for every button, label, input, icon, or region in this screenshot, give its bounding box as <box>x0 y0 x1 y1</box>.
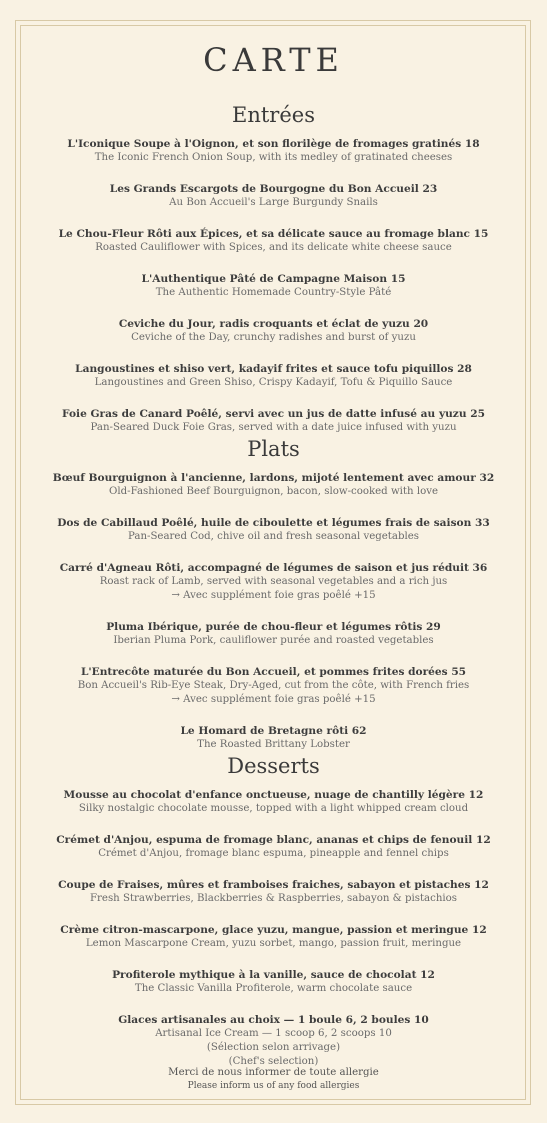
menu-item-name-en: Lemon Mascarpone Cream, yuzu sorbet, mango, passion fruit, meringue <box>85 938 462 949</box>
menu-item <box>24 878 523 906</box>
menu-item-name-fr: Carré d'Agneau Rôti, accompagné de légumes de saison et jus réduit 36 <box>59 562 488 574</box>
menu-item <box>24 272 523 300</box>
menu-item-name-fr: Mousse au chocolat d'enfance onctueuse, nuage de chantilly légère 12 <box>63 789 484 801</box>
section-title-plats: Plats <box>247 437 300 461</box>
menu-item-name-fr: Crémet d'Anjou, espuma de fromage blanc, ananas et chips de fenouil 12 <box>56 834 491 846</box>
menu-item-name-en: Bon Accueil's Rib-Eye Steak, Dry-Aged, cut from the côte, with French fries <box>77 680 470 691</box>
menu-item-name-en: Roasted Cauliflower with Spices, and its delicate white cheese sauce <box>95 242 452 253</box>
menu-item-note: → Avec supplément foie gras poêlé +15 <box>171 590 376 601</box>
menu-item <box>24 227 523 255</box>
menu-item-name-en: The Iconic French Onion Soup, with its medley of gratinated cheeses <box>94 152 453 163</box>
menu-item <box>24 1013 523 1069</box>
section-desserts <box>24 752 523 1069</box>
menu-item-name-fr: Langoustines et shiso vert, kadayif frites et sauce tofu piquillos 28 <box>75 363 472 375</box>
menu-item-name-fr: L'Authentique Pâté de Campagne Maison 15 <box>141 273 406 285</box>
menu-item-name-en: Fresh Strawberries, Blackberries & Raspberries, sabayon & pistachios <box>89 893 458 904</box>
section-entrees <box>24 101 523 435</box>
menu-item-note: (Sélection selon arrivage) <box>206 1042 341 1053</box>
menu-item-name-fr: Le Chou-Fleur Rôti aux Épices, et sa délicate sauce au fromage blanc 15 <box>58 228 489 240</box>
allergy-notice <box>24 1066 523 1092</box>
items-plats <box>24 471 523 752</box>
menu-item <box>24 833 523 861</box>
menu-item <box>24 137 523 165</box>
menu-item-name-en: Old-Fashioned Beef Bourguignon, bacon, slow-cooked with love <box>109 486 438 497</box>
menu-item-name-fr: Dos de Cabillaud Poêlé, huile de ciboulette et légumes frais de saison 33 <box>57 517 490 529</box>
menu-item-name-fr: L'Iconique Soupe à l'Oignon, et son florilège de fromages gratinés 18 <box>67 138 480 150</box>
menu-item-name-fr: Les Grands Escargots de Bourgogne du Bon Accueil 23 <box>109 183 438 195</box>
menu-title: CARTE <box>203 41 344 79</box>
menu-item-name-en: Iberian Pluma Pork, cauliflower purée and roasted vegetables <box>113 635 434 646</box>
menu-item-note: → Avec supplément foie gras poêlé +15 <box>171 694 376 705</box>
menu-item-name-fr: Ceviche du Jour, radis croquants et éclat de yuzu 20 <box>118 318 429 330</box>
menu-item <box>24 362 523 390</box>
menu-item-name-en: The Classic Vanilla Profiterole, warm chocolate sauce <box>134 983 413 994</box>
menu-item-name-en: Pan-Seared Cod, chive oil and fresh seasonal vegetables <box>127 531 420 542</box>
menu-item-name-fr: Pluma Ibérique, purée de chou-fleur et légumes rôtis 29 <box>106 621 441 633</box>
menu-item-name-en: Artisanal Ice Cream — 1 scoop 6, 2 scoops 10 <box>155 1028 392 1039</box>
menu-item <box>24 724 523 752</box>
menu-item <box>24 182 523 210</box>
menu-item-name-fr: Crème citron-mascarpone, glace yuzu, mangue, passion et meringue 12 <box>60 924 487 936</box>
allergy-notice-fr: Merci de nous informer de toute allergie <box>168 1067 379 1078</box>
section-title-entrees: Entrées <box>232 103 315 127</box>
items-desserts <box>24 788 523 1069</box>
menu-item <box>24 788 523 816</box>
menu-item-name-en: The Roasted Brittany Lobster <box>197 739 350 750</box>
menu-item-name-en: Roast rack of Lamb, served with seasonal vegetables and a rich jus <box>99 576 448 587</box>
menu-item-name-en: Langoustines and Green Shiso, Crispy Kadayif, Tofu & Piquillo Sauce <box>94 377 453 388</box>
menu-item-name-en: Crémet d'Anjou, fromage blanc espuma, pineapple and fennel chips <box>98 848 449 859</box>
menu-item <box>24 561 523 603</box>
allergy-notice-en: Please inform us of any food allergies <box>187 1081 360 1091</box>
menu-item-note: (Chef's selection) <box>228 1056 319 1067</box>
menu-item <box>24 407 523 435</box>
menu-item-name-fr: Foie Gras de Canard Poêlé, servi avec un jus de datte infusé au yuzu 25 <box>62 408 485 420</box>
menu-item <box>24 665 523 707</box>
menu-item-name-en: Silky nostalgic chocolate mousse, topped with a light whipped cream cloud <box>78 803 469 814</box>
menu-item-name-fr: Profiterole mythique à la vanille, sauce de chocolat 12 <box>112 969 435 981</box>
menu-item <box>24 923 523 951</box>
menu-item-name-en: Au Bon Accueil's Large Burgundy Snails <box>169 197 378 208</box>
menu-item-name-fr: L'Entrecôte maturée du Bon Accueil, et pommes frites dorées 55 <box>80 666 467 678</box>
menu-item-name-fr: Coupe de Fraises, mûres et framboises fraiches, sabayon et pistaches 12 <box>58 879 489 891</box>
section-title-desserts: Desserts <box>227 754 320 778</box>
section-plats <box>24 435 523 752</box>
menu-item <box>24 620 523 648</box>
menu-item-name-fr: Bœuf Bourguignon à l'ancienne, lardons, mijoté lentement avec amour 32 <box>52 472 495 484</box>
menu-item-name-en: Ceviche of the Day, crunchy radishes and burst of yuzu <box>131 332 416 343</box>
menu-item-name-en: The Authentic Homemade Country-Style Pâté <box>155 287 392 298</box>
menu-item-name-fr: Glaces artisanales au choix — 1 boule 6, 2 boules 10 <box>118 1014 429 1026</box>
menu-item <box>24 471 523 499</box>
menu-item <box>24 968 523 996</box>
menu-item-name-fr: Le Homard de Bretagne rôti 62 <box>180 725 367 737</box>
items-entrees <box>24 137 523 435</box>
menu-item <box>24 317 523 345</box>
menu-item-name-en: Pan-Seared Duck Foie Gras, served with a date juice infused with yuzu <box>90 422 457 433</box>
menu-item <box>24 516 523 544</box>
